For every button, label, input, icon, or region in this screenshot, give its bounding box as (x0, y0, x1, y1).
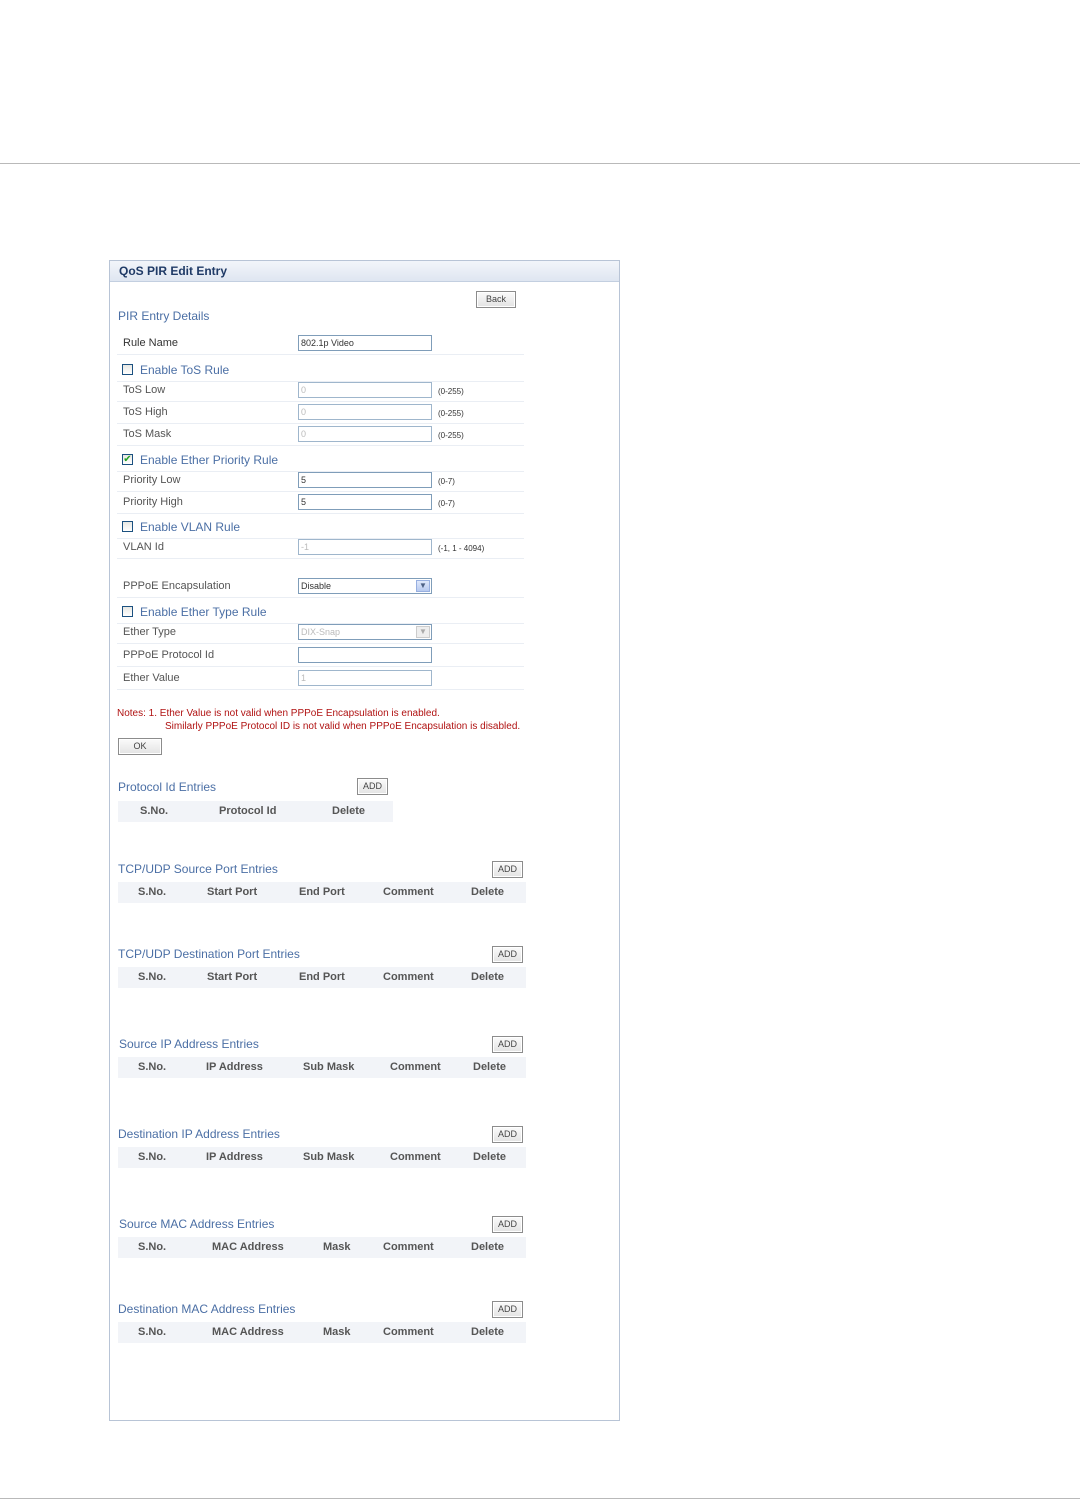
tcp-udp-destination-add-button[interactable] (492, 946, 523, 963)
tos-high-hint: (0-255) (438, 409, 464, 418)
add-label: ADD (493, 1302, 522, 1317)
source-ip-table-header (118, 1057, 526, 1078)
notes-line-1: Notes: 1. Ether Value is not valid when PPPoE Encapsulation is enabled. (117, 708, 440, 719)
destination-ip-entries-title: Destination IP Address Entries (118, 1127, 280, 1141)
tos-high-input[interactable]: 0 (298, 404, 432, 420)
back-button[interactable] (476, 291, 516, 308)
notes (117, 707, 520, 733)
tos-high-row (117, 402, 524, 424)
pir-entry-details-title: PIR Entry Details (118, 309, 210, 323)
notes-line-2: Similarly PPPoE Protocol ID is not valid when PPPoE Encapsulation is disabled. (165, 721, 521, 732)
tcp-udp-destination-table-header (118, 967, 526, 988)
add-label: ADD (493, 1127, 522, 1142)
priority-high-input[interactable]: 5 (298, 494, 432, 510)
ether-type-label: Ether Type (123, 626, 176, 638)
destination-ip-table-header (118, 1147, 526, 1168)
source-mac-add-button[interactable] (492, 1216, 523, 1233)
ether-type-select[interactable] (298, 624, 432, 640)
tcp-udp-source-port-title: TCP/UDP Source Port Entries (118, 862, 278, 876)
top-divider (0, 163, 1080, 164)
ether-value-row (117, 668, 524, 690)
column-header: S.No. (138, 1326, 167, 1338)
enable-ether-priority-label: Enable Ether Priority Rule (140, 453, 279, 467)
add-label: ADD (358, 779, 387, 794)
vlan-id-input[interactable]: -1 (298, 539, 432, 555)
pppoe-protocol-id-input[interactable] (298, 647, 432, 663)
pppoe-encapsulation-select[interactable] (298, 578, 432, 594)
destination-mac-table-header (118, 1322, 526, 1343)
column-header: Mask (323, 1241, 351, 1253)
ether-type-row (117, 622, 524, 644)
rule-name-row (117, 333, 524, 355)
column-header: Comment (390, 1151, 441, 1163)
rule-name-input[interactable]: 802.1p Video (298, 335, 432, 351)
column-header: S.No. (138, 1151, 167, 1163)
ok-button[interactable] (118, 738, 162, 755)
enable-vlan-rule-row (117, 517, 524, 539)
ether-value-label: Ether Value (123, 672, 180, 684)
column-header: MAC Address (212, 1326, 284, 1338)
priority-low-input[interactable]: 5 (298, 472, 432, 488)
column-header: Comment (383, 971, 434, 983)
enable-ether-priority-row (117, 450, 524, 472)
destination-mac-entries-title: Destination MAC Address Entries (118, 1302, 296, 1316)
ether-value-input[interactable]: 1 (298, 670, 432, 686)
tos-mask-label: ToS Mask (123, 428, 172, 440)
tos-mask-hint: (0-255) (438, 431, 464, 440)
ok-button-label: OK (119, 739, 161, 754)
column-header: S.No. (138, 886, 167, 898)
column-header: Sub Mask (303, 1061, 355, 1073)
enable-ether-type-checkbox[interactable] (122, 606, 133, 617)
tos-low-row (117, 380, 524, 402)
column-header: Delete (471, 1241, 505, 1253)
back-button-label: Back (477, 292, 515, 307)
chevron-down-icon[interactable]: ▼ (416, 626, 430, 638)
protocol-id-entries-title: Protocol Id Entries (118, 780, 217, 794)
column-header: Start Port (207, 886, 258, 898)
column-header: End Port (299, 886, 345, 898)
protocol-id-add-button[interactable] (357, 778, 388, 795)
column-header: Delete (473, 1061, 507, 1073)
protocol-id-table-header (118, 801, 393, 822)
chevron-down-icon[interactable]: ▼ (416, 580, 430, 592)
source-ip-add-button[interactable] (492, 1036, 523, 1053)
panel-title: QoS PIR Edit Entry (110, 261, 619, 282)
column-header: Protocol Id (219, 805, 277, 817)
pppoe-encapsulation-value: Disable (301, 581, 332, 591)
vlan-id-hint: (-1, 1 - 4094) (438, 544, 485, 553)
tcp-udp-source-table-header (118, 882, 526, 903)
pppoe-encapsulation-label: PPPoE Encapsulation (123, 580, 231, 592)
column-header: End Port (299, 971, 345, 983)
tos-mask-row (117, 424, 524, 446)
enable-tos-rule-row (117, 360, 524, 382)
column-header: S.No. (140, 805, 169, 817)
column-header: Start Port (207, 971, 258, 983)
pppoe-encapsulation-row (117, 576, 524, 598)
vlan-id-row (117, 537, 524, 559)
column-header: S.No. (138, 971, 167, 983)
destination-ip-add-button[interactable] (492, 1126, 523, 1143)
column-header: Delete (471, 886, 505, 898)
rule-name-label: Rule Name (123, 337, 179, 349)
column-header: Comment (383, 1326, 434, 1338)
add-label: ADD (493, 947, 522, 962)
tos-mask-input[interactable]: 0 (298, 426, 432, 442)
tcp-udp-destination-port-title: TCP/UDP Destination Port Entries (118, 947, 300, 961)
tcp-udp-source-add-button[interactable] (492, 861, 523, 878)
tos-low-label: ToS Low (123, 384, 166, 396)
tos-low-hint: (0-255) (438, 387, 464, 396)
column-header: Delete (332, 805, 366, 817)
column-header: IP Address (206, 1151, 263, 1163)
column-header: S.No. (138, 1061, 167, 1073)
column-header: IP Address (206, 1061, 263, 1073)
add-label: ADD (493, 862, 522, 877)
add-label: ADD (493, 1037, 522, 1052)
column-header: Comment (383, 886, 434, 898)
priority-high-label: Priority High (123, 496, 183, 508)
column-header: Mask (323, 1326, 351, 1338)
destination-mac-add-button[interactable] (492, 1301, 523, 1318)
column-header: Comment (383, 1241, 434, 1253)
column-header: S.No. (138, 1241, 167, 1253)
enable-tos-rule-label: Enable ToS Rule (140, 363, 230, 377)
vlan-id-label: VLAN Id (123, 541, 164, 553)
enable-ether-type-label: Enable Ether Type Rule (140, 605, 267, 619)
column-header: MAC Address (212, 1241, 284, 1253)
tos-high-label: ToS High (123, 406, 168, 418)
tos-low-input[interactable]: 0 (298, 382, 432, 398)
column-header: Delete (471, 971, 505, 983)
enable-vlan-rule-checkbox[interactable] (122, 521, 133, 532)
source-mac-table-header (118, 1237, 526, 1258)
column-header: Sub Mask (303, 1151, 355, 1163)
enable-ether-type-row (117, 602, 524, 624)
priority-high-row (117, 492, 524, 514)
enable-ether-priority-checkbox[interactable]: ✔ (123, 454, 132, 465)
column-header: Delete (473, 1151, 507, 1163)
priority-low-hint: (0-7) (438, 477, 455, 486)
pppoe-protocol-id-row (117, 645, 524, 667)
pppoe-protocol-id-label: PPPoE Protocol Id (123, 649, 215, 661)
source-mac-entries-title: Source MAC Address Entries (119, 1217, 275, 1231)
source-ip-entries-title: Source IP Address Entries (119, 1037, 259, 1051)
enable-vlan-rule-label: Enable VLAN Rule (140, 520, 241, 534)
priority-high-hint: (0-7) (438, 499, 455, 508)
ether-type-value: DIX-Snap (301, 627, 341, 637)
enable-tos-rule-checkbox[interactable] (122, 364, 133, 375)
bottom-divider (0, 1498, 1080, 1499)
column-header: Delete (471, 1326, 505, 1338)
column-header: Comment (390, 1061, 441, 1073)
priority-low-label: Priority Low (123, 474, 181, 486)
add-label: ADD (493, 1217, 522, 1232)
priority-low-row (117, 470, 524, 492)
